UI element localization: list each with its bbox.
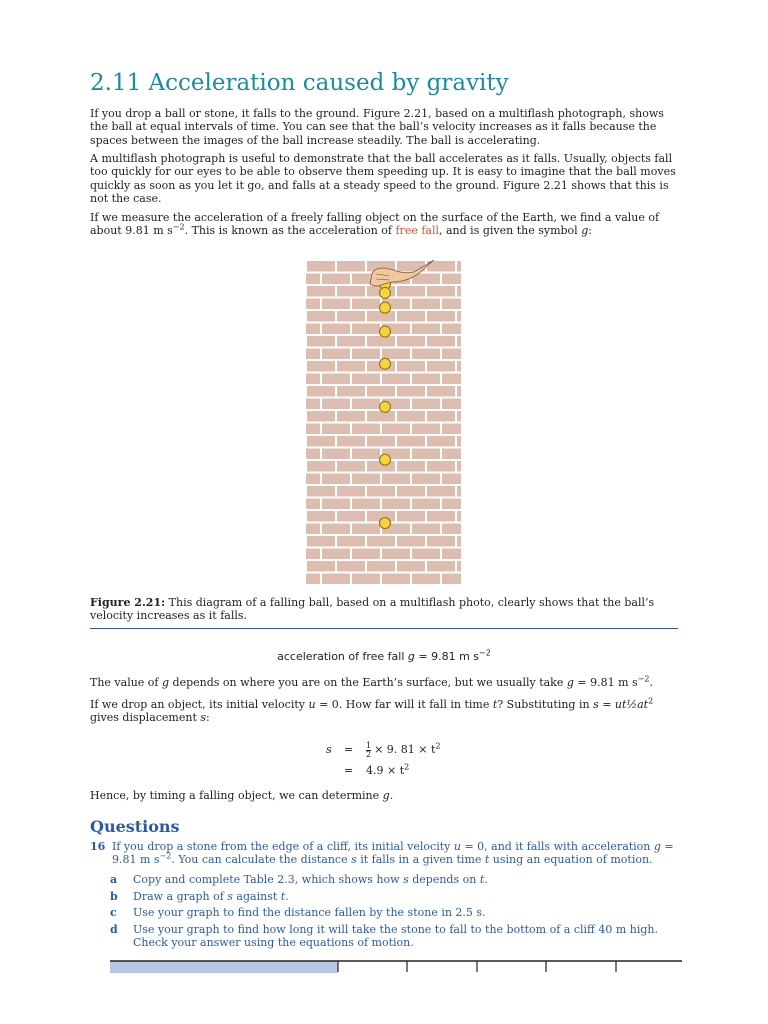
question-number: 16 xyxy=(90,840,106,853)
equals: = xyxy=(344,743,354,756)
brick xyxy=(412,574,440,585)
ball xyxy=(380,358,391,369)
brick xyxy=(306,574,320,585)
brick xyxy=(367,311,395,322)
brick xyxy=(352,449,380,460)
brick xyxy=(306,274,320,285)
symbol: g xyxy=(581,224,589,238)
caption-label: Figure 2.21: xyxy=(90,596,166,609)
brick xyxy=(457,486,461,497)
ball xyxy=(380,518,391,529)
brick xyxy=(457,436,461,447)
brick xyxy=(442,274,461,285)
brick xyxy=(382,549,410,560)
brick xyxy=(397,561,425,572)
brick xyxy=(306,449,320,460)
brick xyxy=(412,374,440,385)
brick xyxy=(337,286,365,297)
brick xyxy=(382,374,410,385)
displacement-derivation xyxy=(326,739,441,781)
brick xyxy=(367,386,395,397)
numerator: 1 xyxy=(366,740,372,750)
brick xyxy=(412,449,440,460)
brick xyxy=(337,486,365,497)
item-letter: a xyxy=(110,873,118,886)
text: Draw a graph of xyxy=(133,890,228,903)
brick xyxy=(442,299,461,310)
brick xyxy=(457,361,461,372)
equals: = xyxy=(344,764,354,777)
brick xyxy=(397,361,425,372)
brick xyxy=(322,349,350,360)
brick xyxy=(337,561,365,572)
brick xyxy=(307,361,335,372)
brick xyxy=(322,474,350,485)
brick xyxy=(397,311,425,322)
brick xyxy=(412,524,440,535)
brick xyxy=(412,474,440,485)
brick xyxy=(307,486,335,497)
brick xyxy=(306,549,320,560)
brick xyxy=(442,324,461,335)
item-text: Use your graph to find the distance fallen by the stone in 2.5 s. xyxy=(133,906,486,919)
fraction-half xyxy=(366,742,371,759)
text: . xyxy=(285,890,289,903)
text: If we drop an object, its initial velocity xyxy=(90,698,309,711)
brick xyxy=(412,549,440,560)
text: it falls in a given time xyxy=(356,853,485,867)
brick xyxy=(457,411,461,422)
free-fall-equation xyxy=(90,650,678,663)
brick xyxy=(306,474,320,485)
brick xyxy=(307,561,335,572)
text: . You can calculate the distance xyxy=(171,853,352,867)
brick xyxy=(306,349,320,360)
brick xyxy=(352,399,380,410)
brick xyxy=(382,499,410,510)
brick xyxy=(337,536,365,547)
brick xyxy=(457,536,461,547)
brick xyxy=(307,436,335,447)
brick xyxy=(382,424,410,435)
exponent: −2 xyxy=(159,851,172,861)
brick xyxy=(412,324,440,335)
brick xyxy=(442,424,461,435)
text: = xyxy=(660,840,674,853)
symbol: g xyxy=(162,676,170,689)
brick xyxy=(397,436,425,447)
derivation-line-1 xyxy=(326,739,441,760)
text: = 0. How far will it fall in time xyxy=(315,698,493,711)
ball xyxy=(380,326,391,337)
text: ? Substituting in xyxy=(497,698,594,711)
key-term: free fall xyxy=(395,224,439,238)
brick xyxy=(457,286,461,297)
symbol: g xyxy=(653,840,661,853)
brick xyxy=(427,311,455,322)
text: acceleration of free fall xyxy=(277,650,408,663)
brick xyxy=(427,286,455,297)
brick xyxy=(397,386,425,397)
brick xyxy=(367,561,395,572)
text: . xyxy=(484,873,488,886)
question-16 xyxy=(90,840,680,868)
symbol: g xyxy=(382,789,390,802)
exponent: −2 xyxy=(637,674,650,684)
text: . xyxy=(649,676,653,689)
paragraph-1: If you drop a ball or stone, it falls to the ground. Figure 2.21, based on a multiflash photograph, shows the ball at equal intervals of time. You can see that the ball’s velocity increases as it falls because the spaces between the images of the ball increase steadily. The ball is accelerating. xyxy=(90,107,664,147)
brick xyxy=(457,336,461,347)
brick xyxy=(307,336,335,347)
text: = 0, and it falls with acceleration xyxy=(460,840,654,853)
brick xyxy=(352,349,380,360)
brick xyxy=(457,461,461,472)
text: against xyxy=(232,890,281,903)
brick xyxy=(367,436,395,447)
brick xyxy=(427,336,455,347)
brick xyxy=(307,286,335,297)
brick xyxy=(457,311,461,322)
symbol: t xyxy=(484,853,490,867)
symbol: s xyxy=(326,743,332,756)
brick xyxy=(397,511,425,522)
symbol: t xyxy=(492,698,498,711)
text: = 9.81 m s xyxy=(573,676,638,689)
brick xyxy=(427,436,455,447)
brick xyxy=(442,399,461,410)
text: If you drop a stone from the edge of a cliff, its initial velocity xyxy=(112,840,454,853)
exponent: 2 xyxy=(404,762,410,772)
ball xyxy=(380,302,391,313)
item-text xyxy=(133,890,663,903)
brick xyxy=(337,336,365,347)
table-2-3-top xyxy=(110,960,682,974)
brick xyxy=(442,499,461,510)
brick xyxy=(427,386,455,397)
multiflash-figure xyxy=(306,260,461,584)
brick xyxy=(442,374,461,385)
text: The value of xyxy=(90,676,162,689)
brick xyxy=(306,324,320,335)
brick xyxy=(397,411,425,422)
figure-caption xyxy=(90,596,678,629)
brick xyxy=(397,461,425,472)
exponent: −2 xyxy=(479,648,491,658)
brick xyxy=(457,261,461,272)
paragraph-5 xyxy=(90,698,678,725)
brick xyxy=(382,349,410,360)
text: 9.81 m s xyxy=(112,853,160,867)
symbol: s xyxy=(227,890,233,903)
text: . This is known as the acceleration of xyxy=(184,224,396,238)
item-letter: c xyxy=(110,906,117,919)
brick xyxy=(352,299,380,310)
text: depends on xyxy=(408,873,480,886)
brick xyxy=(352,374,380,385)
brick xyxy=(442,574,461,585)
symbol: s xyxy=(200,711,207,725)
brick xyxy=(397,486,425,497)
brick xyxy=(457,561,461,572)
brick xyxy=(382,574,410,585)
expression: × 9. 81 × t xyxy=(374,743,436,756)
exponent: 2 xyxy=(435,741,441,751)
brick xyxy=(307,511,335,522)
symbol: s xyxy=(403,873,409,886)
brick xyxy=(306,524,320,535)
brick xyxy=(337,261,365,272)
brick xyxy=(306,499,320,510)
brick xyxy=(352,424,380,435)
brick xyxy=(367,536,395,547)
brick xyxy=(367,336,395,347)
symbol: u xyxy=(308,698,316,711)
brick xyxy=(322,399,350,410)
brick xyxy=(322,524,350,535)
brick xyxy=(382,474,410,485)
text: Hence, by timing a falling object, we can determine xyxy=(90,789,383,802)
brick xyxy=(352,524,380,535)
symbol: t xyxy=(479,873,485,886)
exponent: −2 xyxy=(172,222,185,232)
brick xyxy=(367,411,395,422)
brick xyxy=(427,511,455,522)
brick xyxy=(397,336,425,347)
text: = 9.81 m s xyxy=(414,650,480,663)
brick xyxy=(442,474,461,485)
brick xyxy=(412,349,440,360)
symbol: s xyxy=(351,853,357,867)
brick xyxy=(307,461,335,472)
brick xyxy=(412,499,440,510)
brick xyxy=(352,499,380,510)
brick xyxy=(337,436,365,447)
brick xyxy=(397,286,425,297)
brick xyxy=(322,324,350,335)
text: If we measure the acceleration of a freely falling object on the surface of the Earth, we find a value of about 9.81 m s xyxy=(90,211,660,238)
brick xyxy=(307,261,335,272)
symbol: g xyxy=(566,676,574,689)
paragraph-4 xyxy=(90,676,678,689)
questions-heading: Questions xyxy=(90,817,180,836)
brick xyxy=(427,411,455,422)
paragraph-2: A multiflash photograph is useful to demonstrate that the ball accelerates as it falls. Usually, objects fall too quickly for our eyes to be able to observe them speeding up. It is easy to imagine that the ball moves quickly as soon as you let it go, and falls at a steady speed to the ground. Figure 2.21 shows that this is not the case. xyxy=(90,152,676,206)
brick xyxy=(322,299,350,310)
brick xyxy=(442,349,461,360)
brick xyxy=(322,274,350,285)
text: , and is given the symbol xyxy=(439,224,582,238)
page-title: 2.11 Acceleration caused by gravity xyxy=(90,70,509,96)
brick xyxy=(337,311,365,322)
ball xyxy=(380,454,391,465)
brick xyxy=(307,311,335,322)
caption-text: This diagram of a falling ball, based on a multiflash photo, clearly shows that the ball’s velocity increases as it falls. xyxy=(90,596,655,623)
brick xyxy=(352,574,380,585)
derivation-line-2 xyxy=(326,760,441,781)
text: gives displacement xyxy=(90,711,201,725)
brick xyxy=(306,374,320,385)
brick xyxy=(322,574,350,585)
text: . xyxy=(389,789,394,802)
brick xyxy=(367,486,395,497)
ball xyxy=(380,401,391,412)
brick xyxy=(352,324,380,335)
ball xyxy=(380,287,391,298)
brick xyxy=(427,536,455,547)
brick xyxy=(307,386,335,397)
brick xyxy=(337,361,365,372)
brick xyxy=(322,449,350,460)
brick xyxy=(412,424,440,435)
equation: s = ut½at xyxy=(593,698,649,711)
brick xyxy=(427,361,455,372)
brick xyxy=(412,399,440,410)
brick xyxy=(457,511,461,522)
text: using an equation of motion. xyxy=(489,853,653,867)
item-text: Use your graph to find how long it will take the stone to fall to the bottom of a cliff 40 m high. Check your answer using the equations of motion. xyxy=(133,923,659,950)
brick xyxy=(322,424,350,435)
brick xyxy=(337,511,365,522)
text: : xyxy=(206,711,210,725)
brick xyxy=(427,461,455,472)
brick xyxy=(306,424,320,435)
text: Copy and complete Table 2.3, which shows how xyxy=(133,873,404,886)
brick xyxy=(322,499,350,510)
paragraph-6 xyxy=(90,789,678,802)
text: depends on where you are on the Earth’s surface, but we usually take xyxy=(169,676,567,689)
item-letter: d xyxy=(110,923,118,936)
item-text xyxy=(133,873,663,886)
item-letter: b xyxy=(110,890,118,903)
table-header-cell xyxy=(110,961,338,973)
brick xyxy=(442,449,461,460)
brick xyxy=(307,536,335,547)
brick xyxy=(412,299,440,310)
symbol: t xyxy=(280,890,286,903)
expression: 4.9 × t xyxy=(366,764,405,777)
brick xyxy=(427,486,455,497)
brick xyxy=(307,411,335,422)
brick xyxy=(352,474,380,485)
exponent: 2 xyxy=(648,696,654,706)
brick xyxy=(322,374,350,385)
brick xyxy=(337,386,365,397)
brick xyxy=(337,411,365,422)
symbol: g xyxy=(407,650,415,663)
brick xyxy=(306,299,320,310)
brick xyxy=(337,461,365,472)
brick xyxy=(397,536,425,547)
brick xyxy=(457,386,461,397)
denominator: 2 xyxy=(366,749,372,759)
brick xyxy=(322,549,350,560)
brick xyxy=(306,399,320,410)
question-text xyxy=(112,840,678,867)
brick xyxy=(442,524,461,535)
brick xyxy=(427,561,455,572)
text: : xyxy=(588,224,592,238)
symbol: u xyxy=(453,840,461,853)
paragraph-3 xyxy=(90,211,678,238)
brick xyxy=(442,549,461,560)
brick xyxy=(352,549,380,560)
